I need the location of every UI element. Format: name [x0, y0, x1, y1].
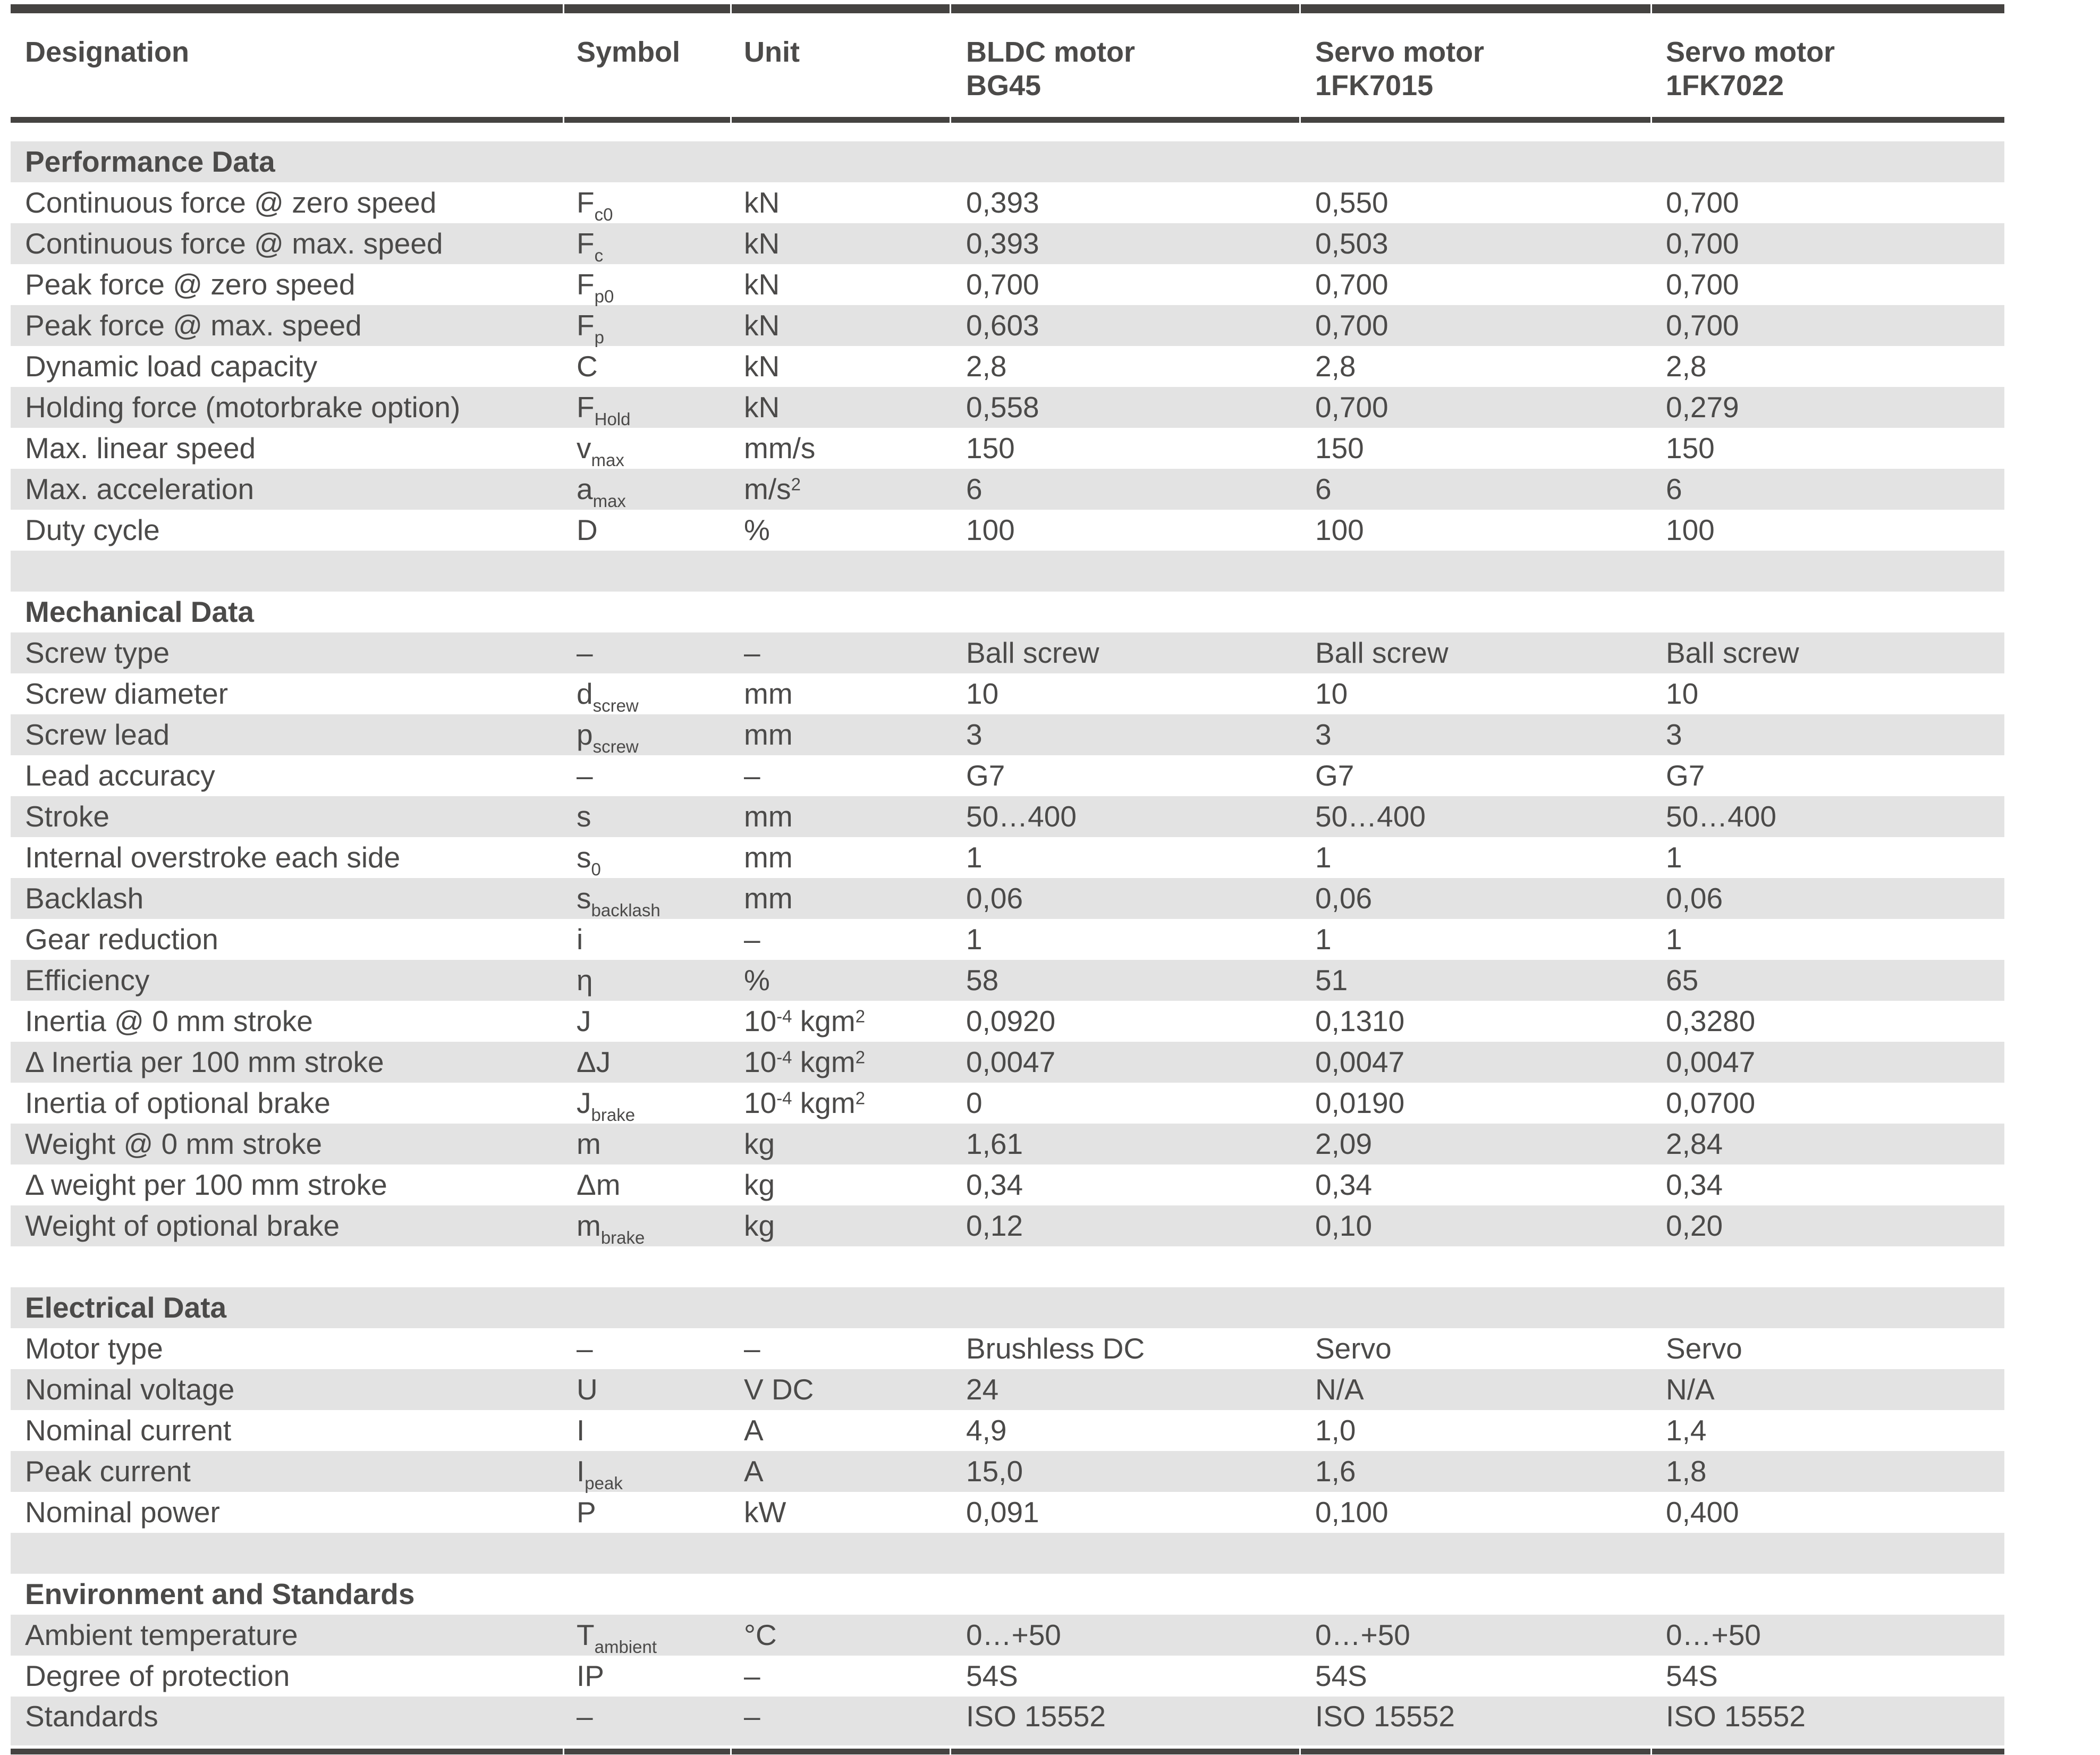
value-cell: 0,1310	[1315, 1005, 1405, 1037]
designation-cell: Ambient temperature	[25, 1618, 298, 1651]
value-cell: 0,700	[1666, 309, 1739, 342]
value-cell: 0	[966, 1086, 983, 1119]
unit-cell: mm	[744, 882, 793, 915]
unit-cell: °C	[744, 1618, 777, 1651]
designation-cell: Degree of protection	[25, 1659, 290, 1692]
value-cell: 65	[1666, 964, 1699, 997]
rule-segment	[951, 117, 1299, 123]
unit-cell: mm	[744, 800, 793, 833]
value-cell: 6	[1315, 473, 1332, 505]
value-cell: 0,0047	[1315, 1045, 1405, 1078]
column-header: BLDC motor BG45	[966, 36, 1135, 102]
symbol-cell: $I_{peak}$	[577, 1455, 623, 1493]
value-cell: 0,100	[1315, 1496, 1388, 1529]
table-row	[11, 264, 2004, 305]
table-row	[11, 714, 2004, 755]
column-header: Servo motor 1FK7022	[1666, 36, 1835, 102]
table-row	[11, 1083, 2004, 1124]
table-row	[11, 1328, 2004, 1369]
table-top-rule	[11, 4, 2004, 13]
section-title: Performance Data	[25, 145, 275, 178]
value-cell: 0,0047	[966, 1045, 1056, 1078]
value-cell: 50…400	[1666, 800, 1776, 833]
value-cell: 3	[966, 718, 983, 751]
symbol-cell: i	[577, 923, 583, 956]
value-cell: 0,550	[1315, 186, 1388, 219]
value-cell: 0,06	[1666, 882, 1723, 915]
symbol-cell: C	[577, 350, 598, 383]
designation-cell: Screw lead	[25, 718, 170, 751]
symbol-cell: $s_0$	[577, 841, 601, 879]
designation-cell: Internal overstroke each side	[25, 841, 401, 874]
value-cell: 3	[1666, 718, 1682, 751]
rule-segment	[732, 117, 950, 123]
rule-segment	[1301, 117, 1650, 123]
column-header: Designation	[25, 36, 190, 68]
column-header: Symbol	[577, 36, 681, 68]
value-cell: 50…400	[1315, 800, 1426, 833]
section-title-row	[11, 1574, 2004, 1615]
unit-cell: %	[744, 964, 770, 997]
table-row	[11, 1492, 2004, 1533]
value-cell: 10	[966, 677, 999, 710]
unit-cell: $m/s^2$	[744, 473, 801, 505]
value-cell: 24	[966, 1373, 999, 1406]
value-cell: 6	[966, 473, 983, 505]
value-cell: 1,6	[1315, 1455, 1356, 1488]
unit-cell: kN	[744, 186, 780, 219]
unit-cell: kN	[744, 268, 780, 301]
table-row	[11, 469, 2004, 510]
designation-cell: Continuous force @ zero speed	[25, 186, 437, 219]
table-row	[11, 182, 2004, 223]
designation-cell: Gear reduction	[25, 923, 218, 956]
section-title: Environment and Standards	[25, 1577, 415, 1610]
table-row	[11, 510, 2004, 551]
rule-segment	[951, 1749, 1299, 1754]
value-cell: 2,8	[1315, 350, 1356, 383]
value-cell: Servo	[1315, 1332, 1392, 1365]
rule-segment	[564, 117, 730, 123]
unit-cell: kN	[744, 350, 780, 383]
unit-cell: mm	[744, 677, 793, 710]
designation-cell: Δ Inertia per 100 mm stroke	[25, 1045, 384, 1078]
designation-cell: Standards	[25, 1700, 158, 1733]
rule-segment	[1652, 4, 2004, 13]
unit-cell: $10^{-4}$ kgm$^2$	[744, 1045, 866, 1078]
table-row	[11, 1042, 2004, 1083]
symbol-cell: $m_{brake}$	[577, 1209, 645, 1247]
table-row	[11, 1451, 2004, 1492]
value-cell: 4,9	[966, 1414, 1007, 1447]
value-cell: 0,0920	[966, 1005, 1056, 1037]
table-row	[11, 387, 2004, 428]
table-header-rule	[11, 117, 2004, 123]
value-cell: N/A	[1666, 1373, 1715, 1406]
table-body	[11, 141, 2004, 1745]
rule-segment	[732, 4, 950, 13]
designation-cell: Efficiency	[25, 964, 150, 997]
value-cell: 54S	[1666, 1659, 1718, 1692]
rule-segment	[11, 4, 563, 13]
rule-segment	[1652, 117, 2004, 123]
value-cell: Ball screw	[1315, 636, 1449, 669]
rule-segment	[564, 4, 730, 13]
value-cell: 0,06	[966, 882, 1023, 915]
symbol-cell: $F_{Hold}$	[577, 391, 631, 429]
symbol-cell: –	[577, 759, 593, 792]
designation-cell: Motor type	[25, 1332, 163, 1365]
unit-cell: –	[744, 923, 760, 956]
rule-segment	[951, 4, 1299, 13]
symbol-cell: $v_{max}$	[577, 432, 624, 470]
value-cell: 10	[1666, 677, 1699, 710]
table-header-row	[11, 13, 2004, 117]
designation-cell: Nominal current	[25, 1414, 232, 1447]
designation-cell: Stroke	[25, 800, 109, 833]
designation-cell: Peak force @ zero speed	[25, 268, 355, 301]
designation-cell: Peak current	[25, 1455, 191, 1488]
designation-cell: Continuous force @ max. speed	[25, 227, 443, 260]
value-cell: 100	[1666, 513, 1715, 546]
value-cell: 0,34	[1666, 1168, 1723, 1201]
symbol-cell: U	[577, 1373, 598, 1406]
value-cell: 0,12	[966, 1209, 1023, 1242]
value-cell: 0,279	[1666, 391, 1739, 424]
table-row	[11, 960, 2004, 1001]
value-cell: 2,8	[966, 350, 1007, 383]
symbol-cell: $F_{p0}$	[577, 268, 614, 306]
table-row	[11, 1165, 2004, 1205]
unit-cell: kg	[744, 1209, 775, 1242]
symbol-cell: –	[577, 1332, 593, 1365]
value-cell: 1	[1315, 923, 1332, 956]
value-cell: 0,700	[1666, 227, 1739, 260]
designation-cell: Backlash	[25, 882, 144, 915]
unit-cell: kW	[744, 1496, 786, 1529]
value-cell: 1	[966, 923, 983, 956]
section-title-row	[11, 592, 2004, 632]
value-cell: 0…+50	[1666, 1618, 1761, 1651]
table-row	[11, 796, 2004, 837]
value-cell: G7	[1666, 759, 1705, 792]
value-cell: 0,700	[1315, 391, 1388, 424]
unit-cell: –	[744, 1659, 760, 1692]
value-cell: 1,4	[1666, 1414, 1707, 1447]
designation-cell: Max. acceleration	[25, 473, 255, 505]
value-cell: 0,06	[1315, 882, 1373, 915]
value-cell: 0…+50	[1315, 1618, 1410, 1651]
value-cell: 100	[966, 513, 1015, 546]
value-cell: 54S	[1315, 1659, 1367, 1692]
unit-cell: $10^{-4}$ kgm$^2$	[744, 1086, 866, 1119]
designation-cell: Screw diameter	[25, 677, 228, 710]
value-cell: 1	[1315, 841, 1332, 874]
unit-cell: –	[744, 1700, 760, 1733]
designation-cell: Peak force @ max. speed	[25, 309, 362, 342]
symbol-cell: η	[577, 964, 593, 997]
rule-segment	[11, 117, 563, 123]
unit-cell: kN	[744, 227, 780, 260]
unit-cell: –	[744, 759, 760, 792]
symbol-cell: D	[577, 513, 598, 546]
table-row	[11, 919, 2004, 960]
value-cell: 0,393	[966, 186, 1039, 219]
value-cell: 50…400	[966, 800, 1077, 833]
table-row	[11, 1124, 2004, 1165]
table-row	[11, 837, 2004, 878]
value-cell: 54S	[966, 1659, 1018, 1692]
spacer-row	[11, 1533, 2004, 1574]
unit-cell: kg	[744, 1127, 775, 1160]
unit-cell: V DC	[744, 1373, 814, 1406]
value-cell: 10	[1315, 677, 1348, 710]
designation-cell: Inertia of optional brake	[25, 1086, 331, 1119]
designation-cell: Δ weight per 100 mm stroke	[25, 1168, 387, 1201]
value-cell: 1,8	[1666, 1455, 1707, 1488]
symbol-cell: m	[577, 1127, 601, 1160]
spec-table	[11, 0, 2004, 1755]
value-cell: 0,558	[966, 391, 1039, 424]
designation-cell: Screw type	[25, 636, 170, 669]
table-bottom-rule	[11, 1749, 2004, 1754]
rule-segment	[1652, 1749, 2004, 1754]
value-cell: 2,84	[1666, 1127, 1723, 1160]
table-row	[11, 632, 2004, 673]
symbol-cell: $s_{backlash}$	[577, 882, 661, 920]
table-row	[11, 428, 2004, 469]
symbol-cell: s	[577, 800, 591, 833]
unit-cell: %	[744, 513, 770, 546]
value-cell: 51	[1315, 964, 1348, 997]
value-cell: Ball screw	[1666, 636, 1799, 669]
table-row	[11, 1410, 2004, 1451]
value-cell: 0,700	[966, 268, 1039, 301]
symbol-cell: IP	[577, 1659, 604, 1692]
value-cell: 100	[1315, 513, 1364, 546]
value-cell: 0,34	[1315, 1168, 1373, 1201]
symbol-cell: $d_{screw}$	[577, 677, 639, 715]
symbol-cell: $F_p$	[577, 309, 604, 347]
designation-cell: Lead accuracy	[25, 759, 215, 792]
unit-cell: kN	[744, 309, 780, 342]
value-cell: 0,700	[1666, 268, 1739, 301]
value-cell: 0,34	[966, 1168, 1023, 1201]
section-title: Electrical Data	[25, 1291, 227, 1324]
section-title: Mechanical Data	[25, 595, 255, 628]
value-cell: 150	[1666, 432, 1715, 465]
symbol-cell: $p_{screw}$	[577, 718, 639, 756]
value-cell: 1	[966, 841, 983, 874]
value-cell: 2,09	[1315, 1127, 1373, 1160]
symbol-cell: $F_{c0}$	[577, 186, 613, 224]
value-cell: N/A	[1315, 1373, 1364, 1406]
symbol-cell: Δm	[577, 1168, 621, 1201]
symbol-cell: I	[577, 1414, 585, 1447]
value-cell: 6	[1666, 473, 1682, 505]
table-row	[11, 1697, 2004, 1745]
rule-segment	[732, 1749, 950, 1754]
value-cell: Brushless DC	[966, 1332, 1145, 1365]
value-cell: 0,700	[1666, 186, 1739, 219]
unit-cell: mm	[744, 841, 793, 874]
value-cell: 0,20	[1666, 1209, 1723, 1242]
column-header: Servo motor 1FK7015	[1315, 36, 1485, 102]
value-cell: 0,0190	[1315, 1086, 1405, 1119]
section-title-row	[11, 1287, 2004, 1328]
value-cell: 58	[966, 964, 999, 997]
unit-cell: mm/s	[744, 432, 816, 465]
symbol-cell: $F_c$	[577, 227, 604, 265]
spacer-row	[11, 551, 2004, 592]
value-cell: 0,400	[1666, 1496, 1739, 1529]
symbol-cell: ΔJ	[577, 1045, 611, 1078]
unit-cell: A	[744, 1414, 764, 1447]
symbol-cell: $a_{max}$	[577, 473, 626, 511]
value-cell: G7	[1315, 759, 1354, 792]
rule-segment	[1301, 1749, 1650, 1754]
value-cell: ISO 15552	[966, 1700, 1106, 1733]
value-cell: 3	[1315, 718, 1332, 751]
unit-cell: kN	[744, 391, 780, 424]
table-row	[11, 223, 2004, 264]
column-header: Unit	[744, 36, 800, 68]
value-cell: G7	[966, 759, 1005, 792]
rule-segment	[564, 1749, 730, 1754]
table-row	[11, 1001, 2004, 1042]
table-row	[11, 305, 2004, 346]
symbol-cell: –	[577, 1700, 593, 1733]
value-cell: 15,0	[966, 1455, 1023, 1488]
value-cell: 0,091	[966, 1496, 1039, 1529]
value-cell: 1,61	[966, 1127, 1023, 1160]
designation-cell: Weight @ 0 mm stroke	[25, 1127, 323, 1160]
designation-cell: Holding force (motorbrake option)	[25, 391, 461, 424]
value-cell: 2,8	[1666, 350, 1707, 383]
value-cell: Servo	[1666, 1332, 1742, 1365]
symbol-cell: $T_{ambient}$	[577, 1618, 657, 1657]
value-cell: 0…+50	[966, 1618, 1061, 1651]
table-row	[11, 346, 2004, 387]
value-cell: 1,0	[1315, 1414, 1356, 1447]
designation-cell: Max. linear speed	[25, 432, 256, 465]
unit-cell: –	[744, 636, 760, 669]
designation-cell: Weight of optional brake	[25, 1209, 340, 1242]
value-cell: 0,700	[1315, 309, 1388, 342]
value-cell: 150	[1315, 432, 1364, 465]
designation-cell: Nominal voltage	[25, 1373, 235, 1406]
rule-segment	[1301, 4, 1650, 13]
unit-cell: –	[744, 1332, 760, 1365]
value-cell: 0,0700	[1666, 1086, 1756, 1119]
value-cell: 0,603	[966, 309, 1039, 342]
value-cell: ISO 15552	[1666, 1700, 1806, 1733]
value-cell: Ball screw	[966, 636, 1099, 669]
table-row	[11, 755, 2004, 796]
table-row	[11, 1205, 2004, 1246]
table-row	[11, 1656, 2004, 1697]
designation-cell: Inertia @ 0 mm stroke	[25, 1005, 313, 1037]
value-cell: 0,700	[1315, 268, 1388, 301]
unit-cell: kg	[744, 1168, 775, 1201]
table-row	[11, 673, 2004, 714]
value-cell: 0,3280	[1666, 1005, 1756, 1037]
table-row	[11, 878, 2004, 919]
table-row	[11, 1615, 2004, 1656]
unit-cell: $10^{-4}$ kgm$^2$	[744, 1005, 866, 1037]
value-cell: 0,503	[1315, 227, 1388, 260]
section-title-row	[11, 141, 2004, 182]
symbol-cell: J	[577, 1005, 591, 1037]
value-cell: 1	[1666, 923, 1682, 956]
designation-cell: Nominal power	[25, 1496, 220, 1529]
designation-cell: Duty cycle	[25, 513, 160, 546]
table-row	[11, 1369, 2004, 1410]
symbol-cell: P	[577, 1496, 596, 1529]
symbol-cell: $J_{brake}$	[577, 1086, 636, 1125]
value-cell: 0,10	[1315, 1209, 1373, 1242]
value-cell: 150	[966, 432, 1015, 465]
unit-cell: mm	[744, 718, 793, 751]
value-cell: 0,0047	[1666, 1045, 1756, 1078]
unit-cell: A	[744, 1455, 764, 1488]
spacer-row	[11, 1246, 2004, 1287]
rule-segment	[11, 1749, 563, 1754]
designation-cell: Dynamic load capacity	[25, 350, 318, 383]
value-cell: ISO 15552	[1315, 1700, 1455, 1733]
symbol-cell: –	[577, 636, 593, 669]
value-cell: 1	[1666, 841, 1682, 874]
value-cell: 0,393	[966, 227, 1039, 260]
